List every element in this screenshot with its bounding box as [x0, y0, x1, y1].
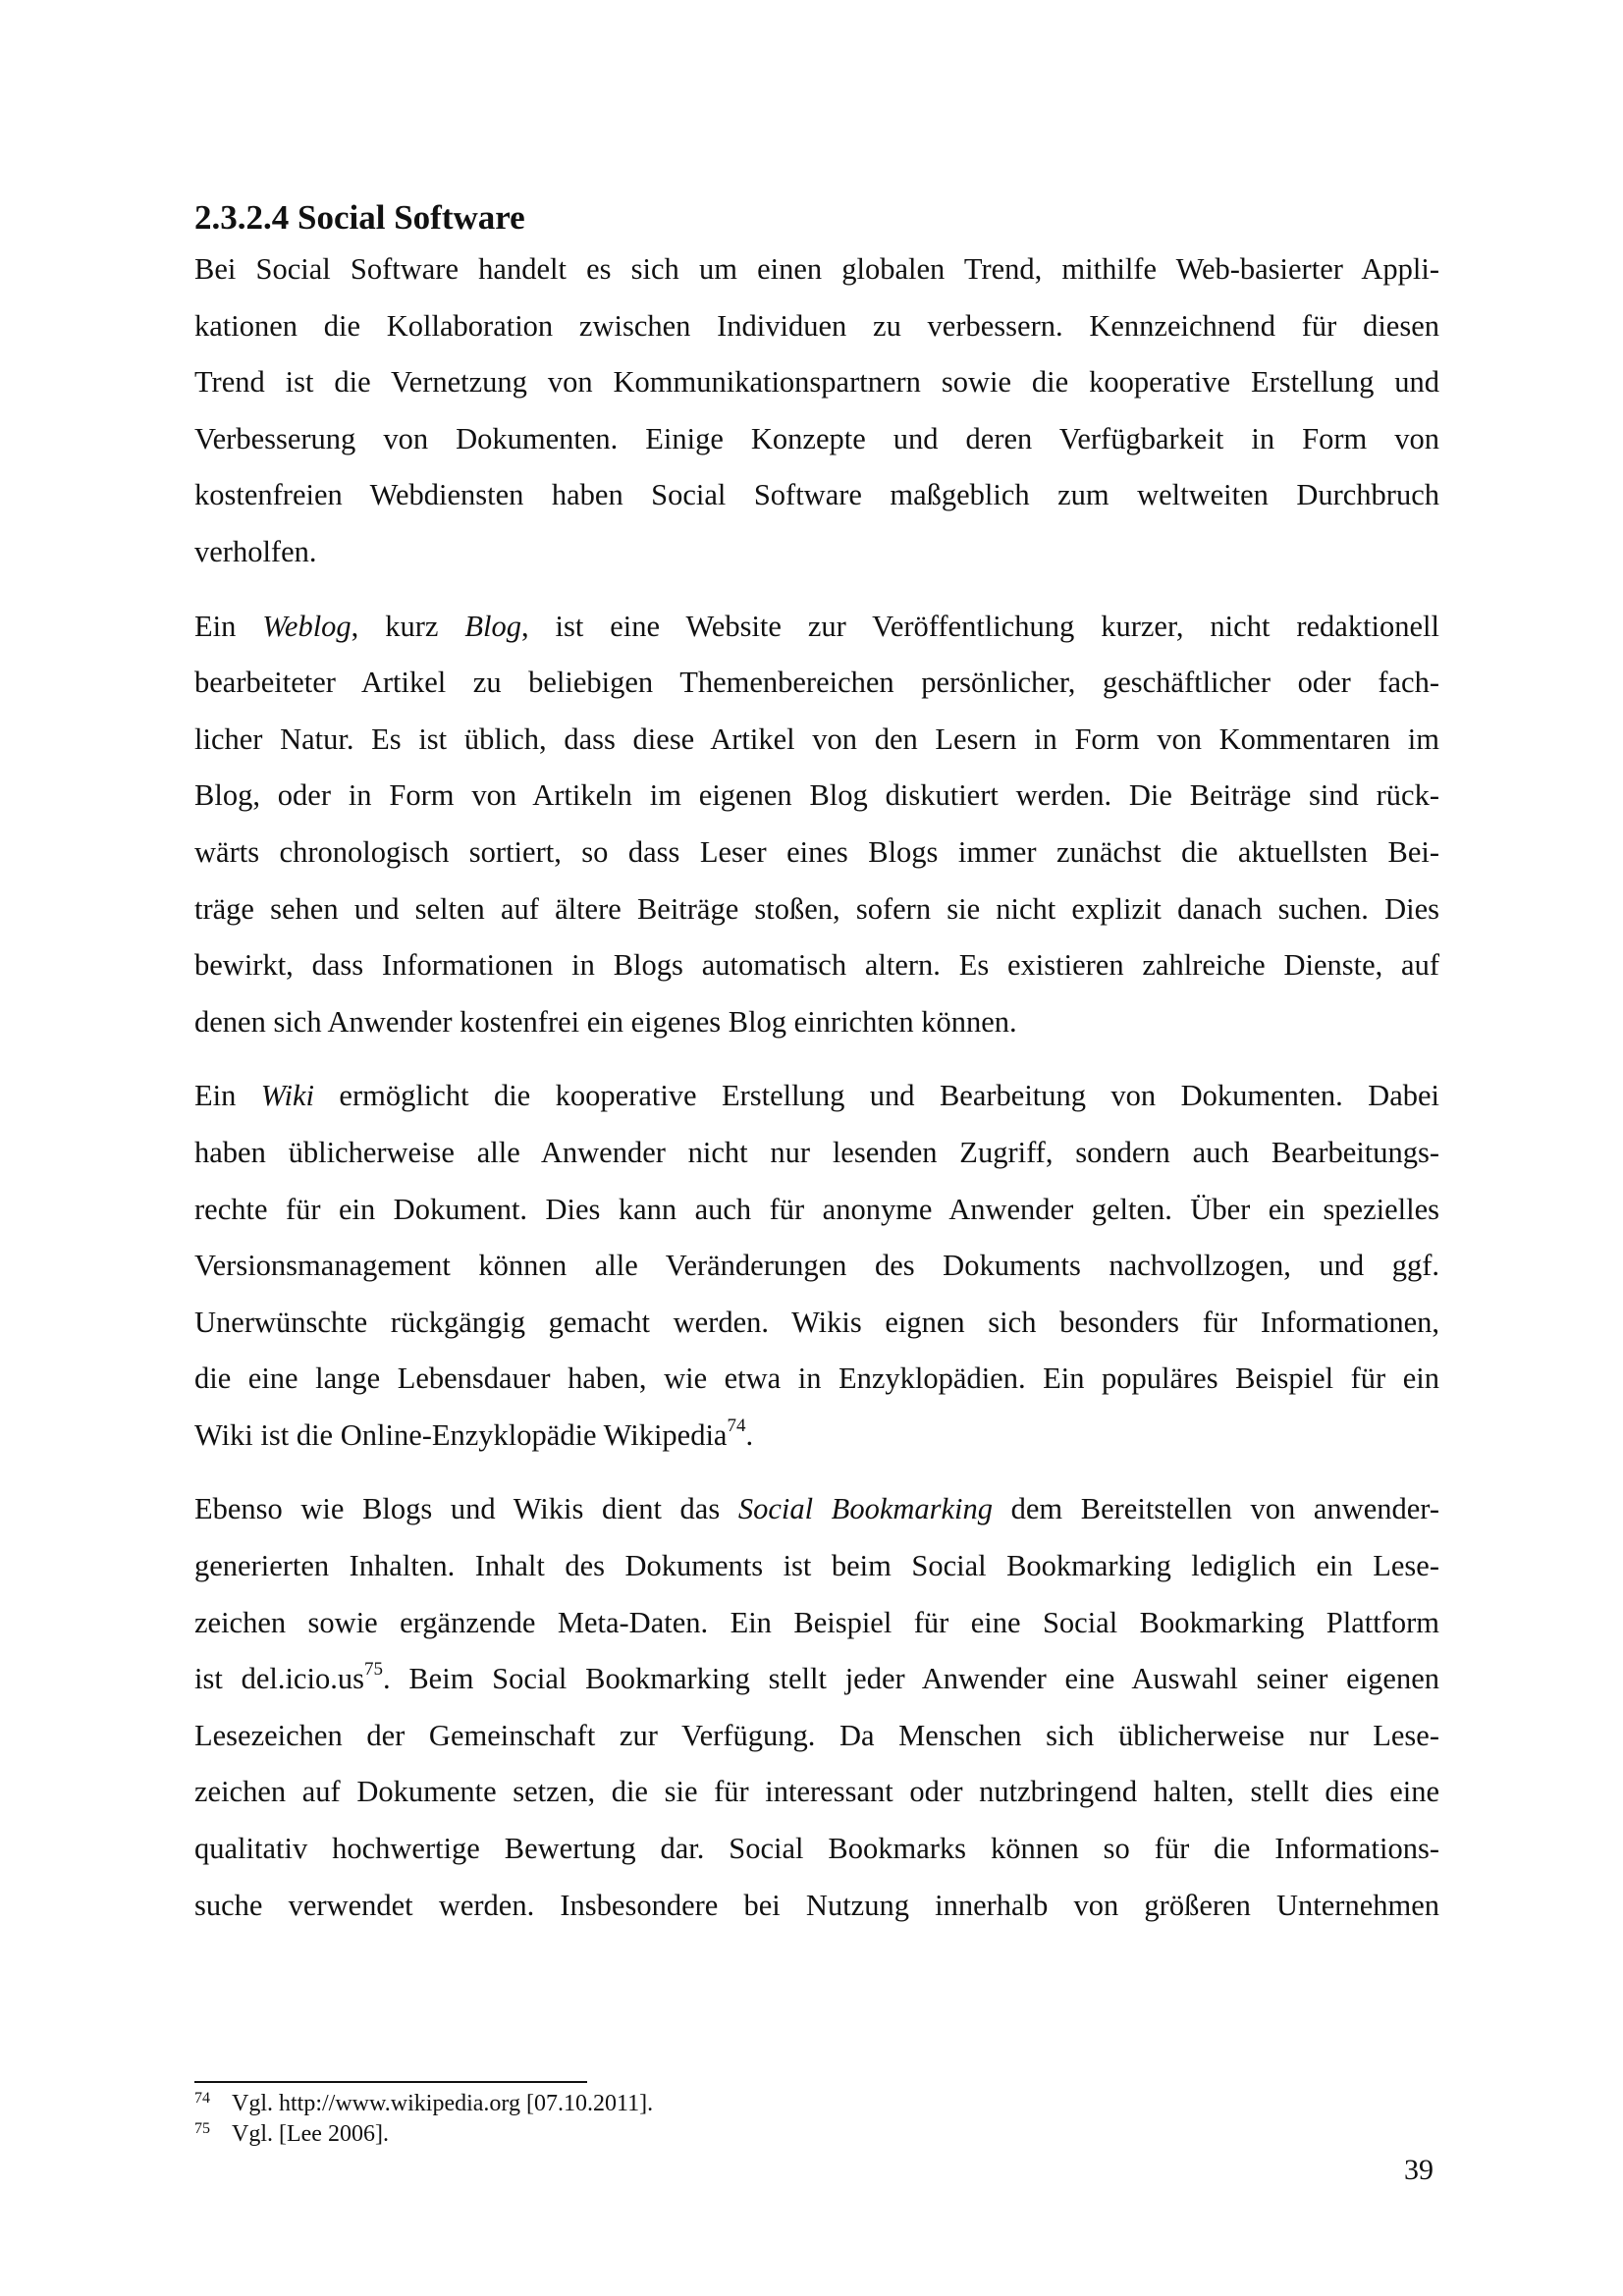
- footnote-74: [194, 2089, 1078, 2119]
- term-social-bookmarking: Social Bookmarking: [737, 1492, 994, 1526]
- text-line: Bei Social Software handelt es sich um einen globalen Trend, mithilfe Web-basierter Appli-: [194, 252, 1439, 286]
- page-body: [194, 194, 1439, 1951]
- term-wiki: Wiki: [260, 1079, 314, 1113]
- text-line: licher Natur. Es ist üblich, dass diese Artikel von den Lesern in Form von Kommentaren im: [194, 721, 1439, 756]
- footnote-text: Vgl. [Lee 2006].: [232, 2121, 389, 2147]
- text-line: Ebenso wie Blogs und Wikis dient das Social Bookmarking dem Bereitstellen von anwender-: [194, 1492, 1439, 1526]
- text-line: denen sich Anwender kostenfrei ein eigenes Blog einrichten können.: [194, 1004, 1017, 1039]
- text-line: haben üblicherweise alle Anwender nicht nur lesenden Zugriff, sondern auch Bearbeitungs-: [194, 1135, 1439, 1169]
- text-line: kostenfreien Webdiensten haben Social Software maßgeblich zum weltweiten Durchbruch: [194, 478, 1439, 512]
- text-line: Unerwünschte rückgängig gemacht werden. Wikis eignen sich besonders für Informationen,: [194, 1305, 1439, 1339]
- text-line: bearbeiteter Artikel zu beliebigen Themenbereichen persönlicher, geschäftlicher oder fach-: [194, 666, 1439, 700]
- text-line: Trend ist die Vernetzung von Kommunikationspartnern sowie die kooperative Erstellung und: [194, 365, 1439, 400]
- paragraph-wiki: [194, 1068, 1439, 1464]
- footnote-ref-74[interactable]: 74: [727, 1415, 746, 1436]
- text-line: bewirkt, dass Informationen in Blogs automatisch altern. Es existieren zahlreiche Dienste, auf: [194, 948, 1439, 983]
- text-line: wärts chronologisch sortiert, so dass Leser eines Blogs immer zunächst die aktuellsten Bei-: [194, 834, 1439, 869]
- text-line: Ein Wiki ermöglicht die kooperative Erstellung und Bearbeitung von Dokumenten. Dabei: [194, 1079, 1440, 1113]
- text-line: zeichen auf Dokumente setzen, die sie für interessant oder nutzbringend halten, stellt dies eine: [194, 1775, 1439, 1809]
- paragraph-social-software: [194, 241, 1439, 581]
- footnote-75: [194, 2119, 1078, 2150]
- footnote-number: 74: [194, 2090, 210, 2107]
- text-line: ist $del.icio.us^{75}$. Beim Social Bookmarking stellt jeder Anwender eine Auswahl seiner eigenen: [194, 1659, 1440, 1696]
- footnotes: [194, 2089, 1078, 2150]
- section-heading: 2.3.2.4 Social Software: [194, 198, 525, 237]
- footnote-number: 75: [194, 2120, 210, 2137]
- text-line: Blog, oder in Form von Artikeln im eigenen Blog diskutiert werden. Die Beiträge sind rück-: [194, 778, 1439, 813]
- paragraph-social-bookmarking: [194, 1481, 1439, 1934]
- text-line: verholfen.: [194, 534, 317, 568]
- text-line: die eine lange Lebensdauer haben, wie etwa in Enzyklopädien. Ein populäres Beispiel für ein: [194, 1362, 1439, 1396]
- text-line: Verbesserung von Dokumenten. Einige Konzepte und deren Verfügbarkeit in Form von: [194, 421, 1439, 455]
- text-line: träge sehen und selten auf ältere Beiträge stoßen, sofern sie nicht explizit danach suchen. Dies: [194, 891, 1439, 926]
- text-line: Wiki ist die Online-Enzyklopädie Wikipedia$^{74}$.: [194, 1415, 754, 1452]
- text-line: rechte für ein Dokument. Dies kann auch für anonyme Anwender gelten. Über ein spezielles: [194, 1192, 1439, 1226]
- footnote-divider: [194, 2081, 587, 2083]
- footnote-ref-75[interactable]: 75: [363, 1659, 383, 1681]
- text-line: kationen die Kollaboration zwischen Individuen zu verbessern. Kennzeichnend für diesen: [194, 308, 1439, 343]
- text-line: Ein Weblog, kurz Blog, ist eine Website zur Veröffentlichung kurzer, nicht redaktionell: [194, 609, 1440, 643]
- text-line: qualitativ hochwertige Bewertung dar. Social Bookmarks können so für die Informations-: [194, 1832, 1439, 1866]
- text-line: suche verwendet werden. Insbesondere bei Nutzung innerhalb von größeren Unternehmen: [194, 1888, 1439, 1922]
- paragraph-weblog: [194, 599, 1439, 1051]
- page-number: 39: [1404, 2154, 1434, 2186]
- text-line: zeichen sowie ergänzende Meta-Daten. Ein Beispiel für eine Social Bookmarking Plattform: [194, 1605, 1439, 1639]
- term-blog: Blog: [464, 609, 521, 643]
- text-line: generierten Inhalten. Inhalt des Dokuments ist beim Social Bookmarking lediglich ein Lese-: [194, 1549, 1439, 1583]
- term-weblog: Weblog: [262, 609, 352, 643]
- text-line: Versionsmanagement können alle Veränderungen des Dokuments nachvollzogen, und ggf.: [194, 1249, 1439, 1283]
- text-line: Lesezeichen der Gemeinschaft zur Verfügung. Da Menschen sich üblicherweise nur Lese-: [194, 1718, 1439, 1752]
- footnote-text: Vgl. http://www.wikipedia.org [07.10.2011].: [232, 2091, 654, 2116]
